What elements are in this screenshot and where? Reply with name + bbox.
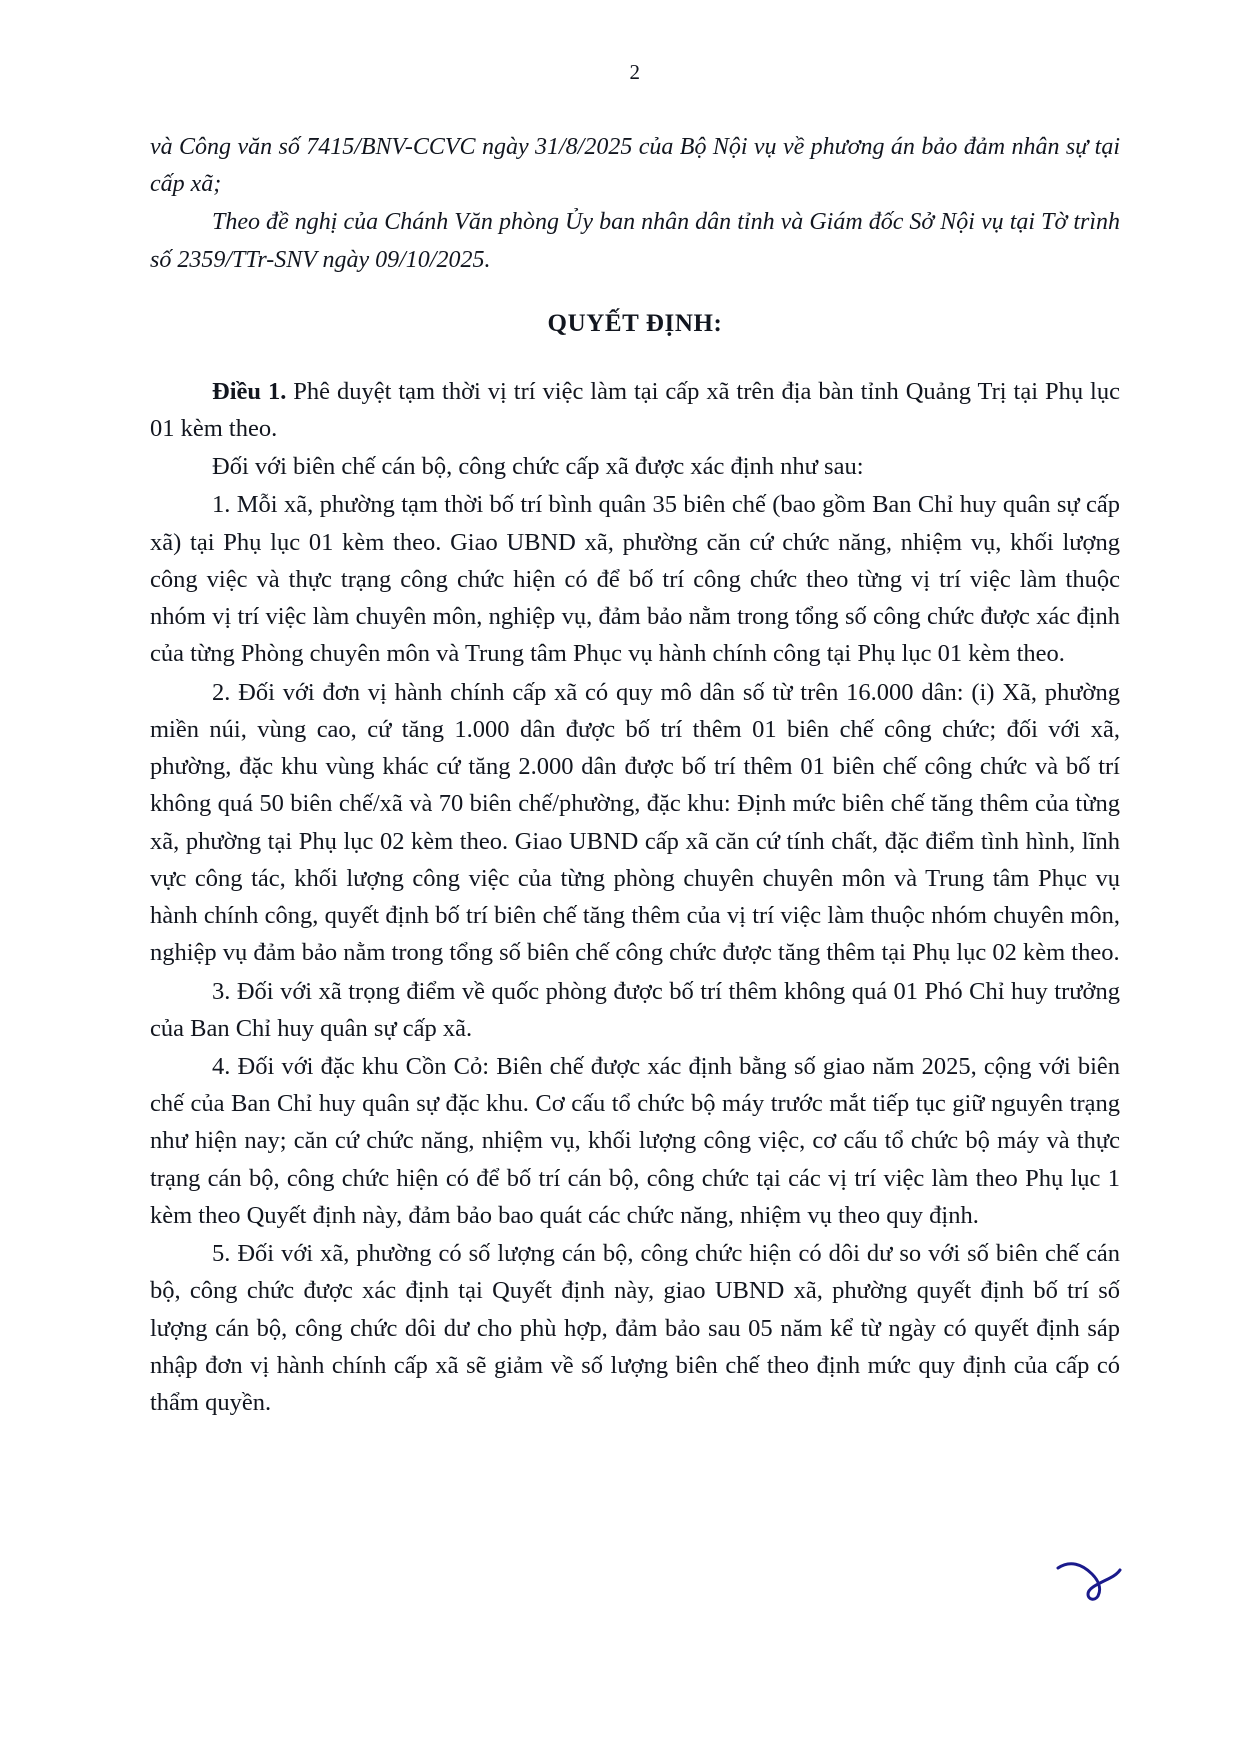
signature-mark bbox=[1052, 1558, 1122, 1604]
clause-1: 1. Mỗi xã, phường tạm thời bố trí bình quân 35 biên chế (bao gồm Ban Chỉ huy quân sự cấp xã) tại Phụ lục 01 kèm theo. Giao UBND xã, phường căn cứ chức năng, nhiệm vụ, khối lượng công việc và thực trạng công chức hiện có để bố trí công chức theo từng vị trí việc làm thuộc nhóm vị trí việc làm chuyên môn, nghiệp vụ, đảm bảo nằm trong tổng số công chức được xác định của từng Phòng chuyên môn và Trung tâm Phục vụ hành chính công tại Phụ lục 01 kèm theo. bbox=[150, 491, 1120, 668]
clause-3: 3. Đối với xã trọng điểm về quốc phòng được bố trí thêm không quá 01 Phó Chỉ huy trưởng của Ban Chỉ huy quân sự cấp xã. bbox=[150, 977, 1120, 1042]
clause-5: 5. Đối với xã, phường có số lượng cán bộ, công chức hiện có dôi dư so với số biên chế cán bộ, công chức được xác định tại Quyết định này, giao UBND xã, phường quyết định bố trí số lượng cán bộ, công chức dôi dư cho phù hợp, đảm bảo sau 05 năm kể từ ngày có quyết định sáp nhập đơn vị hành chính cấp xã sẽ giảm về số lượng biên chế theo định mức quy định của cấp có thẩm quyền. bbox=[150, 1240, 1120, 1417]
clause-2: 2. Đối với đơn vị hành chính cấp xã có quy mô dân số từ trên 16.000 dân: (i) Xã, phường miền núi, vùng cao, cứ tăng 1.000 dân được bố trí thêm 01 biên chế công chức; đối với xã, phường, đặc khu vùng khác cứ tăng 2.000 dân được bố trí thêm 01 biên chế công chức và bố trí không quá 50 biên chế/xã và 70 biên chế/phường, đặc khu: Định mức biên chế tăng thêm của từng xã, phường tại Phụ lục 02 kèm theo. Giao UBND cấp xã căn cứ tính chất, đặc điểm tình hình, lĩnh vực công tác, khối lượng công việc của từng phòng chuyên chuyên môn và Trung tâm Phục vụ hành chính công, quyết định bố trí biên chế tăng thêm của vị trí việc làm thuộc nhóm chuyên môn, nghiệp vụ đảm bảo nằm trong tổng số biên chế công chức được tăng thêm tại Phụ lục 02 kèm theo. bbox=[150, 678, 1120, 967]
clause-4: 4. Đối với đặc khu Cồn Cỏ: Biên chế được xác định bằng số giao năm 2025, cộng với biên chế của Ban Chỉ huy quân sự đặc khu. Cơ cấu tổ chức bộ máy trước mắt tiếp tục giữ nguyên trạng như hiện nay; căn cứ chức năng, nhiệm vụ, khối lượng công việc, cơ cấu tổ chức bộ máy và thực trạng cán bộ, công chức hiện có để bố trí cán bộ, công chức tại các vị trí việc làm theo Phụ lục 1 kèm theo Quyết định này, đảm bảo bao quát các chức năng, nhiệm vụ theo quy định. bbox=[150, 1052, 1120, 1229]
document-body bbox=[150, 129, 1120, 1421]
intro-paragraph-2: Theo đề nghị của Chánh Văn phòng Ủy ban nhân dân tỉnh và Giám đốc Sở Nội vụ tại Tờ trình số 2359/TTr-SNV ngày 09/10/2025. bbox=[150, 209, 1120, 273]
article-1-label: Điều 1. bbox=[212, 377, 287, 405]
lead-in-paragraph: Đối với biên chế cán bộ, công chức cấp xã được xác định như sau: bbox=[212, 453, 864, 481]
intro-paragraph-1: và Công văn số 7415/BNV-CCVC ngày 31/8/2025 của Bộ Nội vụ về phương án bảo đảm nhân sự tại cấp xã; bbox=[150, 134, 1120, 198]
page-number: 2 bbox=[629, 60, 641, 84]
article-1-paragraph bbox=[150, 373, 1120, 447]
decision-heading: QUYẾT ĐỊNH: bbox=[547, 309, 723, 337]
article-1-text: Phê duyệt tạm thời vị trí việc làm tại cấp xã trên địa bàn tỉnh Quảng Trị tại Phụ lục 01 kèm theo. bbox=[150, 377, 1120, 442]
